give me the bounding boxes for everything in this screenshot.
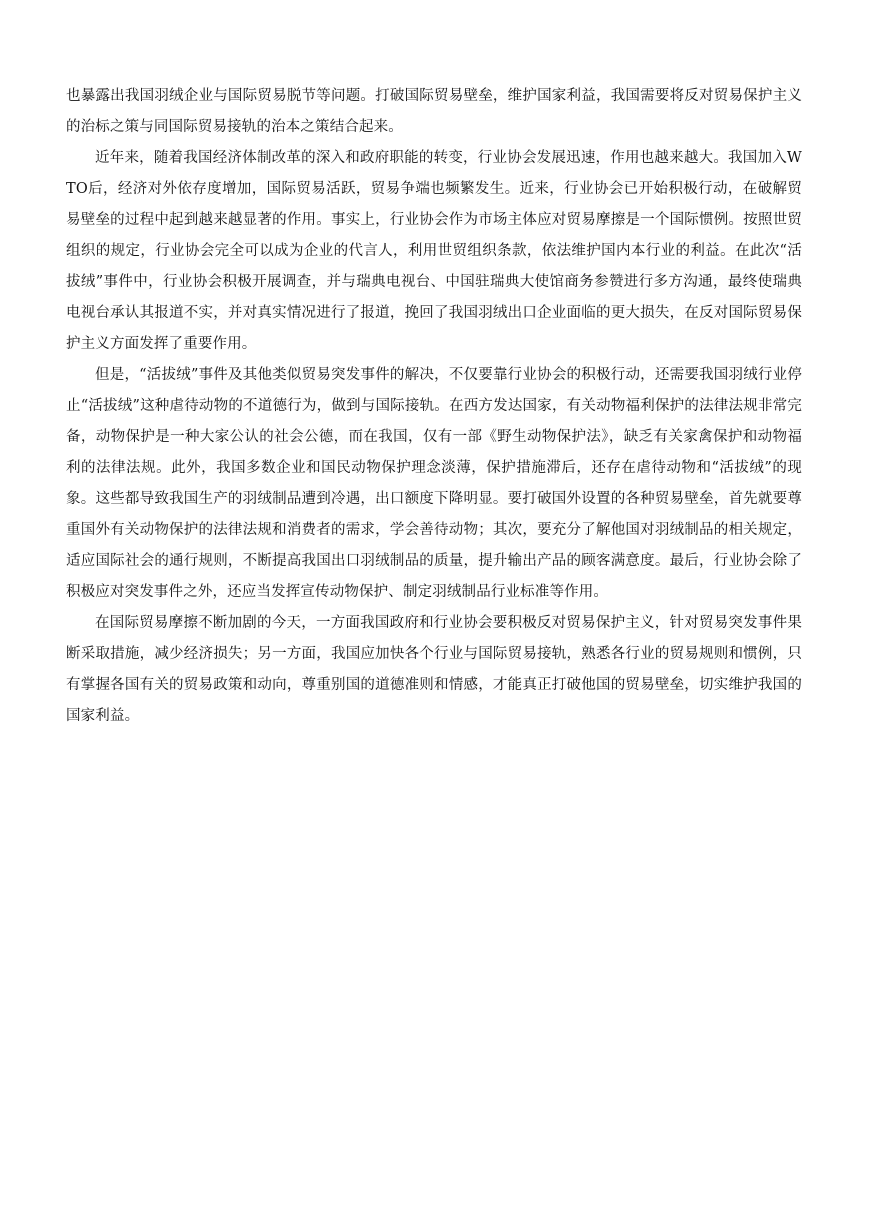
document-body — [66, 81, 802, 732]
paragraph-continuation: 也暴露出我国羽绒企业与国际贸易脱节等问题。打破国际贸易壁垒，维护国家利益，我国需要将反对贸易保护主义的治标之策与同国际贸易接轨的治本之策结合起来。 — [66, 88, 802, 135]
paragraph-animal-welfare: 但是，“活拔绒”事件及其他类似贸易突发事件的解决，不仅要靠行业协会的积极行动，还需要我国羽绒行业停止“活拔绒”这种虐待动物的不道德行为，做到与国际接轨。在西方发达国家，有关动物福利保护的法律法规非常完备，动物保护是一种大家公认的社会公德，而在我国，仅有一部《野生动物保护法》，缺乏有关家禽保护和动物福利的法律法规。此外，我国多数企业和国民动物保护理念淡薄，保护措施滞后，还存在虐待动物和“活拔绒”的现象。这些都导致我国生产的羽绒制品遭到冷遇，出口额度下降明显。要打破国外设置的各种贸易壁垒，首先就要尊重国外有关动物保护的法律法规和消费者的需求，学会善待动物；其次，要充分了解他国对羽绒制品的相关规定，适应国际社会的通行规则，不断提高我国出口羽绒制品的质量，提升输出产品的顾客满意度。最后，行业协会除了积极应对突发事件之外，还应当发挥宣传动物保护、制定羽绒制品行业标准等作用。 — [66, 367, 802, 600]
paragraph-industry-associations: 近年来，随着我国经济体制改革的深入和政府职能的转变，行业协会发展迅速，作用也越来越大。我国加入WTO后，经济对外依存度增加，国际贸易活跃，贸易争端也频繁发生。近来，行业协会已开始积极行动，在破解贸易壁垒的过程中起到越来越显著的作用。事实上，行业协会作为市场主体应对贸易摩擦是一个国际惯例。按照世贸组织的规定，行业协会完全可以成为企业的代言人，利用世贸组织条款，依法维护国内本行业的利益。在此次“活拔绒”事件中，行业协会积极开展调查，并与瑞典电视台、中国驻瑞典大使馆商务参赞进行多方沟通，最终使瑞典电视台承认其报道不实，并对真实情况进行了报道，挽回了我国羽绒出口企业面临的更大损失，在反对国际贸易保护主义方面发挥了重要作用。 — [66, 150, 802, 352]
paragraph-conclusion: 在国际贸易摩擦不断加剧的今天，一方面我国政府和行业协会要积极反对贸易保护主义，针对贸易突发事件果断采取措施，减少经济损失；另一方面，我国应加快各个行业与国际贸易接轨，熟悉各行业的贸易规则和惯例，只有掌握各国有关的贸易政策和动向，尊重别国的道德准则和情感，才能真正打破他国的贸易壁垒，切实维护我国的国家利益。 — [66, 615, 802, 724]
